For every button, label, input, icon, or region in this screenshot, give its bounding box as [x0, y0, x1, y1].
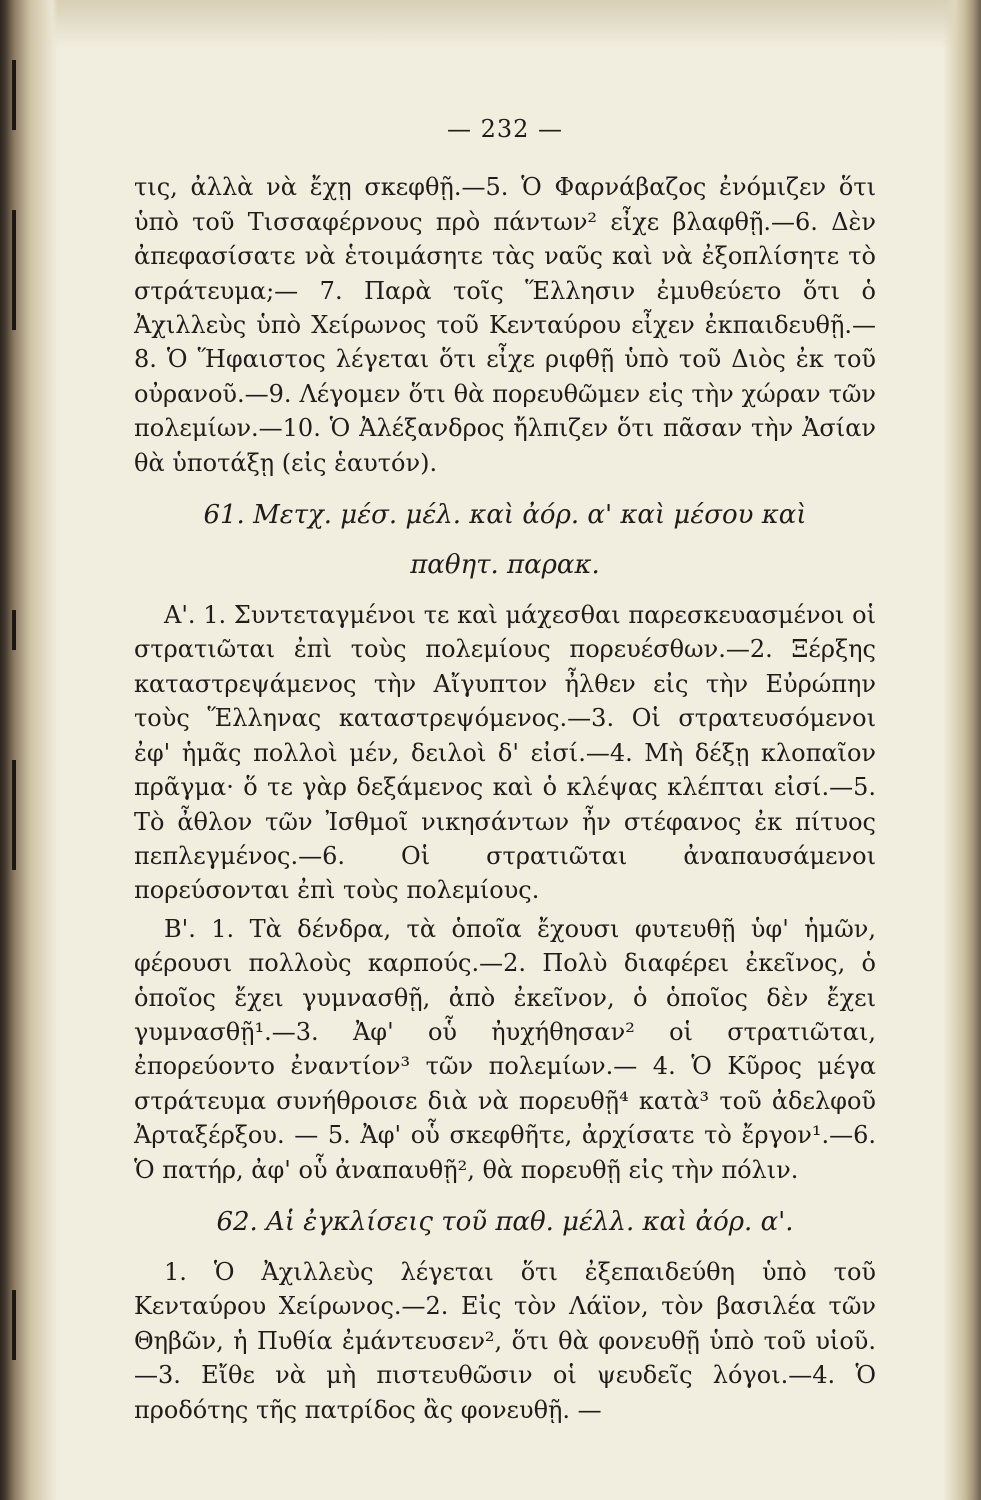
exercise-paragraph-continued: τις, ἀλλὰ νὰ ἔχῃ σκεφθῇ.—5. Ὁ Φαρνάβαζος ἐνόμιζεν ὅτι ὑπὸ τοῦ Τισσαφέρνους πρὸ πάντων² εἶχε βλαφθῇ.—6. Δὲν ἀπεφασίσατε νὰ ἑτοιμάσητε τὰς ναῦς καὶ νὰ ἐξοπλίσητε τὸ στράτευμα;— 7. Παρὰ τοῖς Ἕλλησιν ἐμυθεύετο ὅτι ὁ Ἀχιλλεὺς ὑπὸ Χείρωνος τοῦ Κενταύρου εἶχεν ἐκπαιδευθῇ.—8. Ὁ Ἥφαιστος λέγεται ὅτι εἶχε ριφθῇ ὑπὸ τοῦ Διὸς ἐκ τοῦ οὐρανοῦ.—9. Λέγομεν ὅτι θὰ πορευθῶμεν εἰς τὴν χώραν τῶν πολεμίων.—10. Ὁ Ἀλέξανδρος ἤλπιζεν ὅτι πᾶσαν τὴν Ἀσίαν θὰ ὑποτάξῃ (εἰς ἑαυτόν). — [134, 173, 876, 477]
page-text — [134, 112, 876, 1427]
page-number: — 232 — — [446, 115, 564, 143]
binding-stitch — [12, 760, 16, 870]
binding-gutter — [0, 0, 58, 1500]
section-heading-62: 62. Αἱ ἐγκλίσεις τοῦ παθ. μέλλ. καὶ ἀόρ. α'. — [216, 1206, 794, 1237]
page-top-shadow — [40, 0, 960, 48]
page-edge-stack — [943, 0, 981, 1500]
binding-stitch — [12, 1290, 16, 1360]
section-heading-61 — [134, 490, 876, 590]
binding-stitch — [12, 60, 16, 130]
exercise-paragraph-62: 1. Ὁ Ἀχιλλεὺς λέγεται ὅτι ἐξεπαιδεύθη ὑπὸ τοῦ Κενταύρου Χείρωνος.—2. Εἰς τὸν Λάϊον, τὸν βασιλέα τῶν Θηβῶν, ἡ Πυθία ἐμάντευσεν², ὅτι θὰ φονευθῇ ὑπὸ τοῦ υἱοῦ.—3. Εἴθε νὰ μὴ πιστευθῶσιν οἱ ψευδεῖς λόγοι.—4. Ὁ προδότης τῆς πατρίδος ἂς φονευθῇ. — — [134, 1257, 876, 1424]
binding-stitch — [12, 610, 16, 650]
section-heading-61-line2: παθητ. παρακ. — [410, 550, 600, 581]
binding-stitch — [12, 210, 16, 330]
section-heading-61-line1: 61. Μετχ. μέσ. μέλ. καὶ ἀόρ. α' καὶ μέσου καὶ — [203, 500, 807, 531]
exercise-paragraph-A: Α'. 1. Συντεταγμένοι τε καὶ μάχεσθαι παρεσκευασμένοι οἱ στρατιῶται ἐπὶ τοὺς πολεμίους πορευέσθων.—2. Ξέρξης καταστρεψάμενος τὴν Αἴγυπτον ἦλθεν εἰς τὴν Εὐρώπην τοὺς Ἕλληνας καταστρεψόμενος.—3. Οἱ στρατευσόμενοι ἐφ' ἡμᾶς πολλοὶ μέν, δειλοὶ δ' εἰσί.—4. Μὴ δέξῃ κλοπαῖον πρᾶγμα· ὅ τε γὰρ δεξάμενος καὶ ὁ κλέψας κλέπται εἰσί.—5. Τὸ ἆθλον τῶν Ἰσθμοῖ νικησάντων ἦν στέφανος ἐκ πίτυος πεπλεγμένος.—6. Οἱ στρατιῶται ἀναπαυσάμενοι πορεύσονται ἐπὶ τοὺς πολεμίους. — [134, 601, 876, 905]
exercise-paragraph-B: Β'. 1. Τὰ δένδρα, τὰ ὁποῖα ἔχουσι φυτευθῇ ὑφ' ἡμῶν, φέρουσι πολλοὺς καρπούς.—2. Πολὺ διαφέρει ἐκεῖνος, ὁ ὁποῖος ἔχει γυμνασθῇ, ἀπὸ ἐκεῖνον, ὁ ὁποῖος δὲν ἔχει γυμνασθῇ¹.—3. Ἀφ' οὗ ἠυχήθησαν² οἱ στρατιῶται, ἐπορεύοντο ἐναντίον³ τῶν πολεμίων.— 4. Ὁ Κῦρος μέγα στράτευμα συνήθροισε διὰ νὰ πορευθῇ⁴ κατὰ³ τοῦ ἀδελφοῦ Ἀρταξέρξου. — 5. Ἀφ' οὗ σκεφθῆτε, ἀρχίσατε τὸ ἔργον¹.—6. Ὁ πατήρ, ἀφ' οὗ ἀναπαυθῇ², θὰ πορευθῇ εἰς τὴν πόλιν. — [134, 914, 876, 1184]
